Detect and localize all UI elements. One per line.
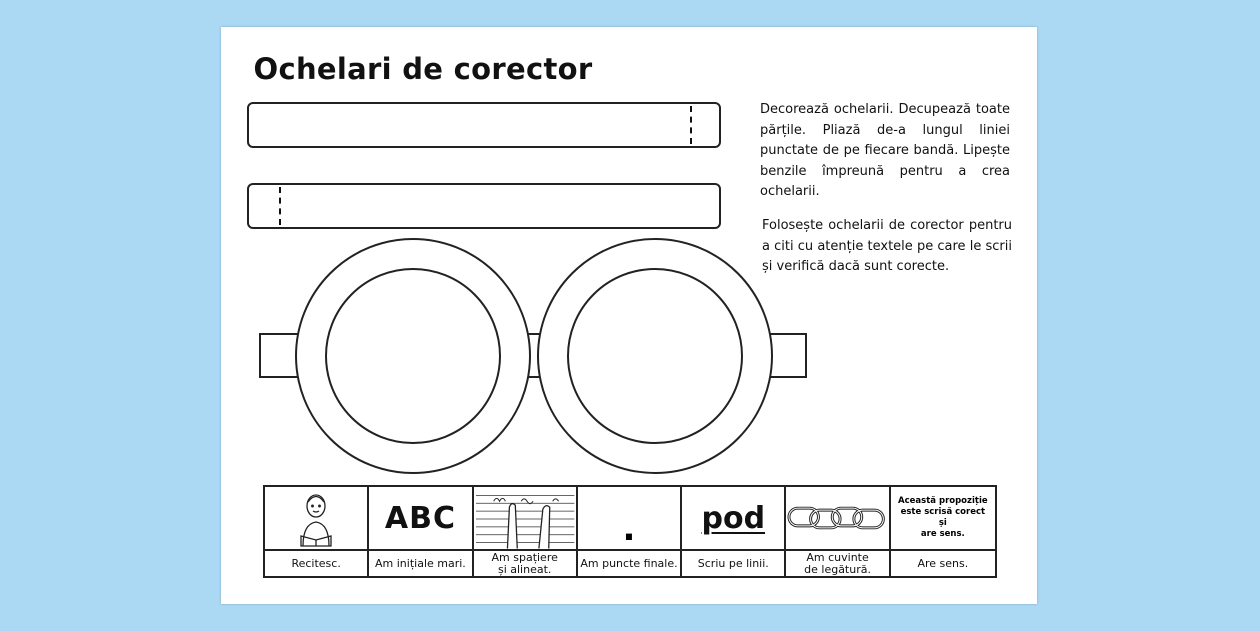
checklist-label-cell xyxy=(891,551,995,576)
checklist-icon-cell xyxy=(474,487,578,551)
checklist-label: Scriu pe linii. xyxy=(697,556,769,570)
checklist-table xyxy=(263,485,997,578)
checklist-label-cell xyxy=(265,551,369,576)
left-hinge-tab xyxy=(260,334,300,377)
capital-letters-symbol: ABC xyxy=(384,500,456,536)
checklist-label: Am inițiale mari. xyxy=(375,556,466,570)
instructions-paragraph-1: Decorează ochelarii. Decupează toate părțile. Pliază de-a lungul liniei punctate de pe fiecare bandă. Lipește benzile împreună pentru a crea ochelarii. xyxy=(760,102,1010,199)
checklist-icon-cell xyxy=(265,487,369,551)
page-title: Ochelari de corector xyxy=(253,52,593,86)
checklist-label-cell xyxy=(578,551,682,576)
checklist-icon-cell xyxy=(786,487,890,551)
checklist-icon-cell xyxy=(682,487,786,551)
checklist-label: Recitesc. xyxy=(291,556,341,570)
writing-spacing-icon xyxy=(474,487,576,549)
checklist-label-cell xyxy=(682,551,786,576)
checklist-label-cell xyxy=(474,551,578,576)
example-sentence: Această propoziție este scrisă corect și are sens. xyxy=(898,496,988,539)
checklist-label-cell xyxy=(369,551,473,576)
reading-person-icon xyxy=(291,488,341,548)
checklist-label: Am puncte finale. xyxy=(580,556,678,570)
checklist-label: Are sens. xyxy=(917,556,969,570)
checklist-label: Am spațiere și alineat. xyxy=(491,551,558,576)
checklist-icon-cell xyxy=(369,487,473,551)
left-lens xyxy=(326,269,500,443)
checklist-icon-cell xyxy=(891,487,995,551)
right-lens xyxy=(568,269,742,443)
checklist-label-cell xyxy=(786,551,890,576)
full-stop-symbol: . xyxy=(622,509,636,549)
checklist-label: Am cuvinte de legătură. xyxy=(804,551,871,576)
chain-links-icon xyxy=(786,498,888,538)
checklist-icon-cell xyxy=(578,487,682,551)
instructions-paragraph-2: Folosește ochelarii de corector pentru a citi cu atenție textele pe care le scrii și verifică dacă sunt corecte. xyxy=(762,218,1012,274)
word-on-line-symbol: pod xyxy=(701,500,766,536)
